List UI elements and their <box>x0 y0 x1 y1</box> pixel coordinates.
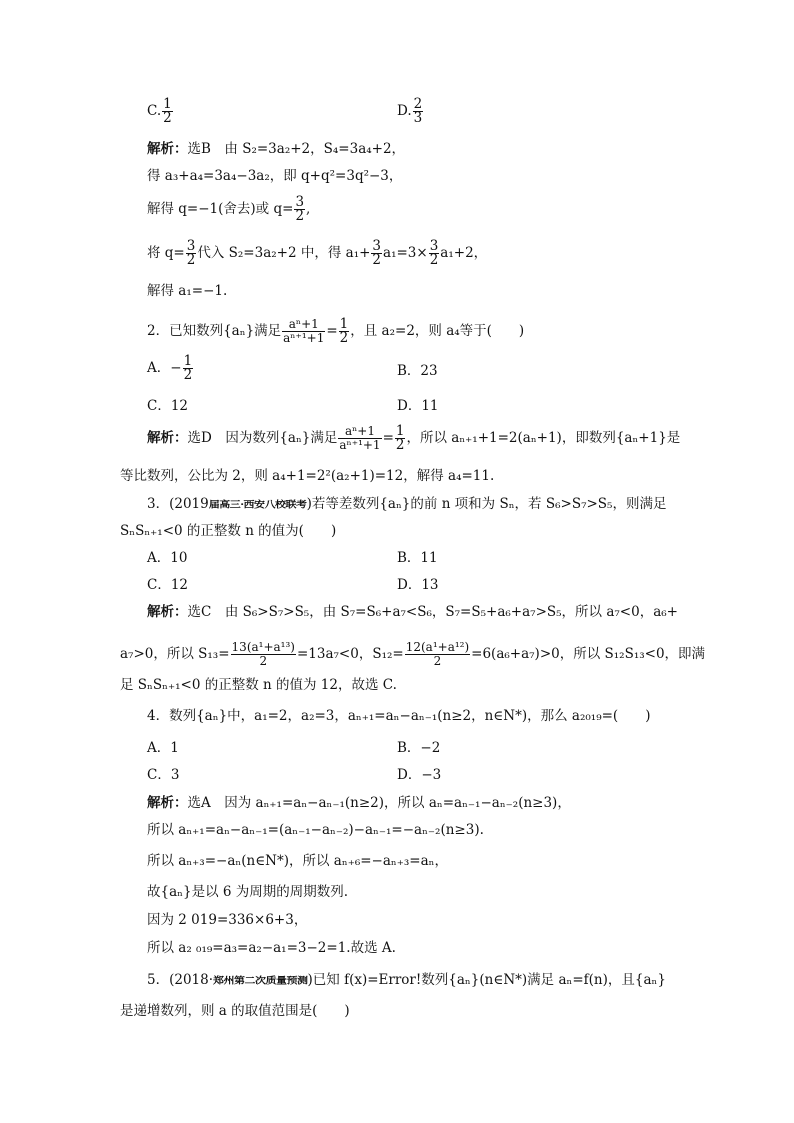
question-4-solution-line-4: 故{aₙ}是以 6 为周期的周期数列. <box>147 884 349 900</box>
question-2-option-a: A．− $\frac{1}{2}$ <box>147 353 193 383</box>
question-4-solution-line-1: 解析：选A 因为 aₙ₊₁=aₙ−aₙ₋₁(n≥2)，所以 aₙ=aₙ₋₁−aₙ₋₂(n≥3)， <box>147 795 571 811</box>
fraction: $\frac{1}{2}$ <box>183 353 193 383</box>
fraction: $\frac{1}{2}$ <box>395 423 405 453</box>
question-4-solution-line-5: 因为 2 019=336×6+3， <box>147 912 308 928</box>
question-3-option-d: D．13 <box>397 577 439 593</box>
question-3-stem: 3．(2019届高三·西安八校联考)若等差数列{aₙ}的前 n 项和为 Sₙ，若 S₆>S₇>S₅，则满足 <box>147 496 667 512</box>
question-5-stem-line-2: 是递增数列，则 a 的取值范围是( ) <box>120 1003 350 1019</box>
fraction: $\frac{2}{3}$ <box>413 96 423 126</box>
question-2-solution-line-2: 等比数列，公比为 2，则 a₄+1=2²(a₂+1)=12，解得 a₄=11. <box>120 468 495 484</box>
fraction: $\frac{3}{2}$ <box>429 238 439 268</box>
prev-solution-line-5: 解得 a₁=−1. <box>147 283 228 299</box>
question-2-stem: 2．已知数列{aₙ}满足 $\frac{\text{aⁿ+1}}{\text{aⁿ⁺¹+1}}$ = $\frac{1}{2}$ ，且 a₂=2，则 a₄等于( ) <box>147 316 525 346</box>
fraction: $\frac{3}{2}$ <box>186 238 196 268</box>
fraction: $\frac{\text{12(a¹+a¹²)}}{2}$ <box>405 640 470 668</box>
fraction: $\frac{1}{2}$ <box>339 316 349 346</box>
prev-option-c: C. $\frac{1}{2}$ <box>147 96 172 126</box>
question-4-option-d: D．−3 <box>397 767 442 783</box>
question-4-option-a: A．1 <box>147 740 179 756</box>
question-2-option-b: B．23 <box>397 363 438 379</box>
question-4-solution-line-3: 所以 aₙ₊₃=−aₙ(n∈N*)，所以 aₙ₊₆=−aₙ₊₃=aₙ， <box>147 853 448 869</box>
question-3-solution-line-3: 足 SₙSₙ₊₁<0 的正整数 n 的值为 12，故选 C. <box>120 677 397 693</box>
prev-solution-line-2: 得 a₃+a₄=3a₄−3a₂，即 q+q²=3q²−3， <box>147 168 403 184</box>
question-3-solution-line-2: a₇>0，所以 S₁₃= $\frac{\text{13(a¹+a¹³)}}{2}$ =13a₇<0，S₁₂= $\frac{\text{12(a¹+a¹²)}}{2}$ =6(a₆+a₇)>0，所以 S₁₂S₁₃<0，即满 <box>120 640 706 668</box>
question-3-option-b: B．11 <box>397 550 438 566</box>
question-4-solution-line-2: 所以 aₙ₊₁=aₙ−aₙ₋₁=(aₙ₋₁−aₙ₋₂)−aₙ₋₁=−aₙ₋₂(n≥3). <box>147 822 484 838</box>
fraction: $\frac{3}{2}$ <box>295 194 305 224</box>
question-3-solution-line-1: 解析：选C 由 S₆>S₇>S₅，由 S₇=S₆+a₇<S₆，S₇=S₅+a₆+a₇>S₅，所以 a₇<0，a₆+ <box>147 604 678 620</box>
question-4-option-b: B．−2 <box>397 740 441 756</box>
prev-option-d: D. $\frac{2}{3}$ <box>397 96 423 126</box>
question-4-solution-line-6: 所以 a₂ ₀₁₉=a₃=a₂−a₁=3−2=1.故选 A. <box>147 940 396 956</box>
question-5-stem: 5．(2018·郑州第二次质量预测)已知 f(x)=Error!数列{aₙ}(n∈N*)满足 aₙ=f(n)，且{aₙ} <box>147 972 666 988</box>
prev-solution-line-3: 解得 q=−1(舍去)或 q= $\frac{3}{2}$ , <box>147 194 311 224</box>
question-4-option-c: C．3 <box>147 767 180 783</box>
fraction: $\frac{3}{2}$ <box>372 238 382 268</box>
fraction: $\frac{\text{13(a¹+a¹³)}}{2}$ <box>231 640 295 668</box>
question-3-option-c: C．12 <box>147 577 189 593</box>
question-4-stem: 4．数列{aₙ}中，a₁=2，a₂=3，aₙ₊₁=aₙ−aₙ₋₁(n≥2，n∈N*)，那么 a₂₀₁₉=( ) <box>147 708 651 724</box>
fraction: $\frac{1}{2}$ <box>163 96 172 126</box>
question-3-stem-line-2: SₙSₙ₊₁<0 的正整数 n 的值为( ) <box>120 523 337 539</box>
prev-solution-line-1: 解析：选B 由 S₂=3a₂+2，S₄=3a₄+2， <box>147 141 406 157</box>
fraction: $\frac{\text{aⁿ+1}}{\text{aⁿ⁺¹+1}}$ <box>339 424 381 452</box>
question-3-option-a: A．10 <box>147 550 188 566</box>
question-2-option-c: C．12 <box>147 398 189 414</box>
prev-solution-line-4: 将 q= $\frac{3}{2}$ 代入 S₂=3a₂+2 中，得 a₁+ $\frac{3}{2}$ a₁=3× $\frac{3}{2}$ a₁+2， <box>147 238 488 268</box>
question-2-option-d: D．11 <box>397 398 439 414</box>
question-2-solution-line-1: 解析：选D 因为数列{aₙ}满足 $\frac{\text{aⁿ+1}}{\text{aⁿ⁺¹+1}}$ = $\frac{1}{2}$ ，所以 aₙ₊₁+1=2(aₙ+1)，即数列{aₙ+1}是 <box>147 423 681 453</box>
fraction: $\frac{\text{aⁿ+1}}{\text{aⁿ⁺¹+1}}$ <box>283 317 325 345</box>
